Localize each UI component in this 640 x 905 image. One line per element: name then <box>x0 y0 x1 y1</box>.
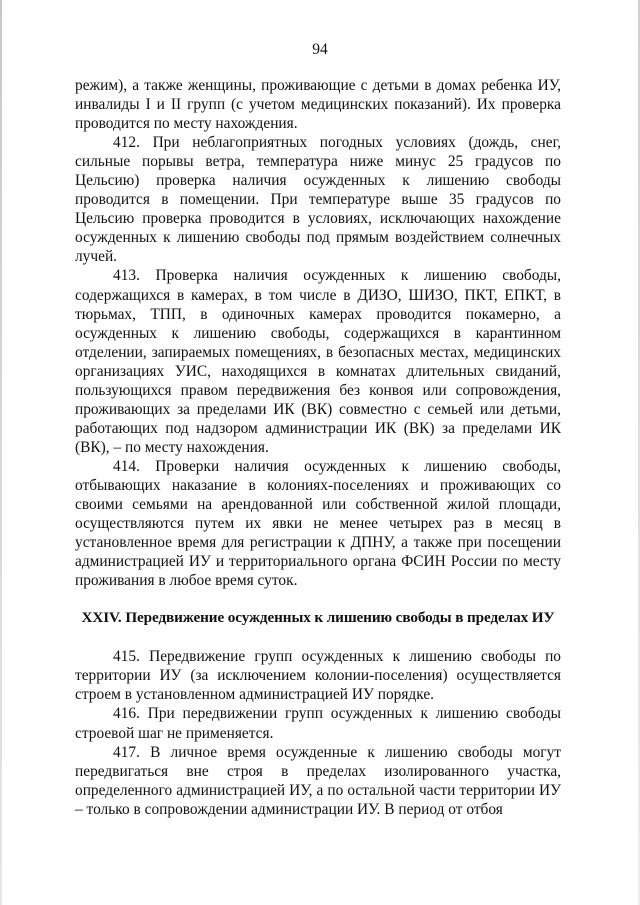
page-number: 94 <box>312 41 328 58</box>
paragraph-417: 417. В личное время осужденные к лишению свободы могут передвигаться вне строя в пределах изолированного участка, определенного администрацией ИУ, а по остальной части территории ИУ – только в сопровождении администрации ИУ. В период от отбоя <box>75 743 561 818</box>
paragraph-continued: режим), а также женщины, проживающие с детьми в домах ребенка ИУ, инвалиды I и II групп (с учетом медицинских показаний). Их проверка проводится по месту нахождения. <box>75 77 561 133</box>
paragraph-412: 412. При неблагоприятных погодных условиях (дождь, снег, сильные порывы ветра, температура ниже минус 25 градусов по Цельсию) проверка наличия осужденных к лишению свободы проводится в помещении. При температуре выше 35 градусов по Цельсию проверка проводится в условиях, исключающих нахождение осужденных к лишению свободы под прямым воздействием солнечных лучей. <box>75 134 561 266</box>
paragraph-413: 413. Проверка наличия осужденных к лишению свободы, содержащихся в камерах, в том числе в ДИЗО, ШИЗО, ПКТ, ЕПКТ, в тюрьмах, ТПП, в одиночных камерах проводится покамерно, а осужденных к лишению свободы, содержащихся в карантинном отделении, запираемых помещениях, в безопасных местах, медицинских организациях УИС, находящихся в комнатах длительных свиданий, пользующихся правом передвижения без конвоя или сопровождения, проживающих за пределами ИК (ВК) совместно с семьей или детьми, работающих под надзором администрации ИК (ВК) за пределами ИК (ВК), – по месту нахождения. <box>75 267 561 456</box>
document-body <box>75 76 561 819</box>
paragraph-414: 414. Проверки наличия осужденных к лишению свободы, отбывающих наказание в колониях-поселениях и проживающих со своими семьями на арендованной или собственной жилой площади, осуществляются путем их явки не менее четырех раз в месяц в установленное время для регистрации к ДПНУ, а также при посещении администрацией ИУ и территориального органа ФСИН России по месту проживания в любое время суток. <box>75 457 561 590</box>
paragraph-415: 415. Передвижение групп осужденных к лишению свободы по территории ИУ (за исключением колонии-поселения) осуществляется строем в установленном администрацией ИУ порядке. <box>75 648 561 704</box>
section-heading: XXIV. Передвижение осужденных к лишению свободы в пределах ИУ <box>81 609 555 627</box>
paragraph-416: 416. При передвижении групп осужденных к лишению свободы строевой шаг не применяется. <box>75 705 561 742</box>
scan-edge-left <box>0 0 2 905</box>
